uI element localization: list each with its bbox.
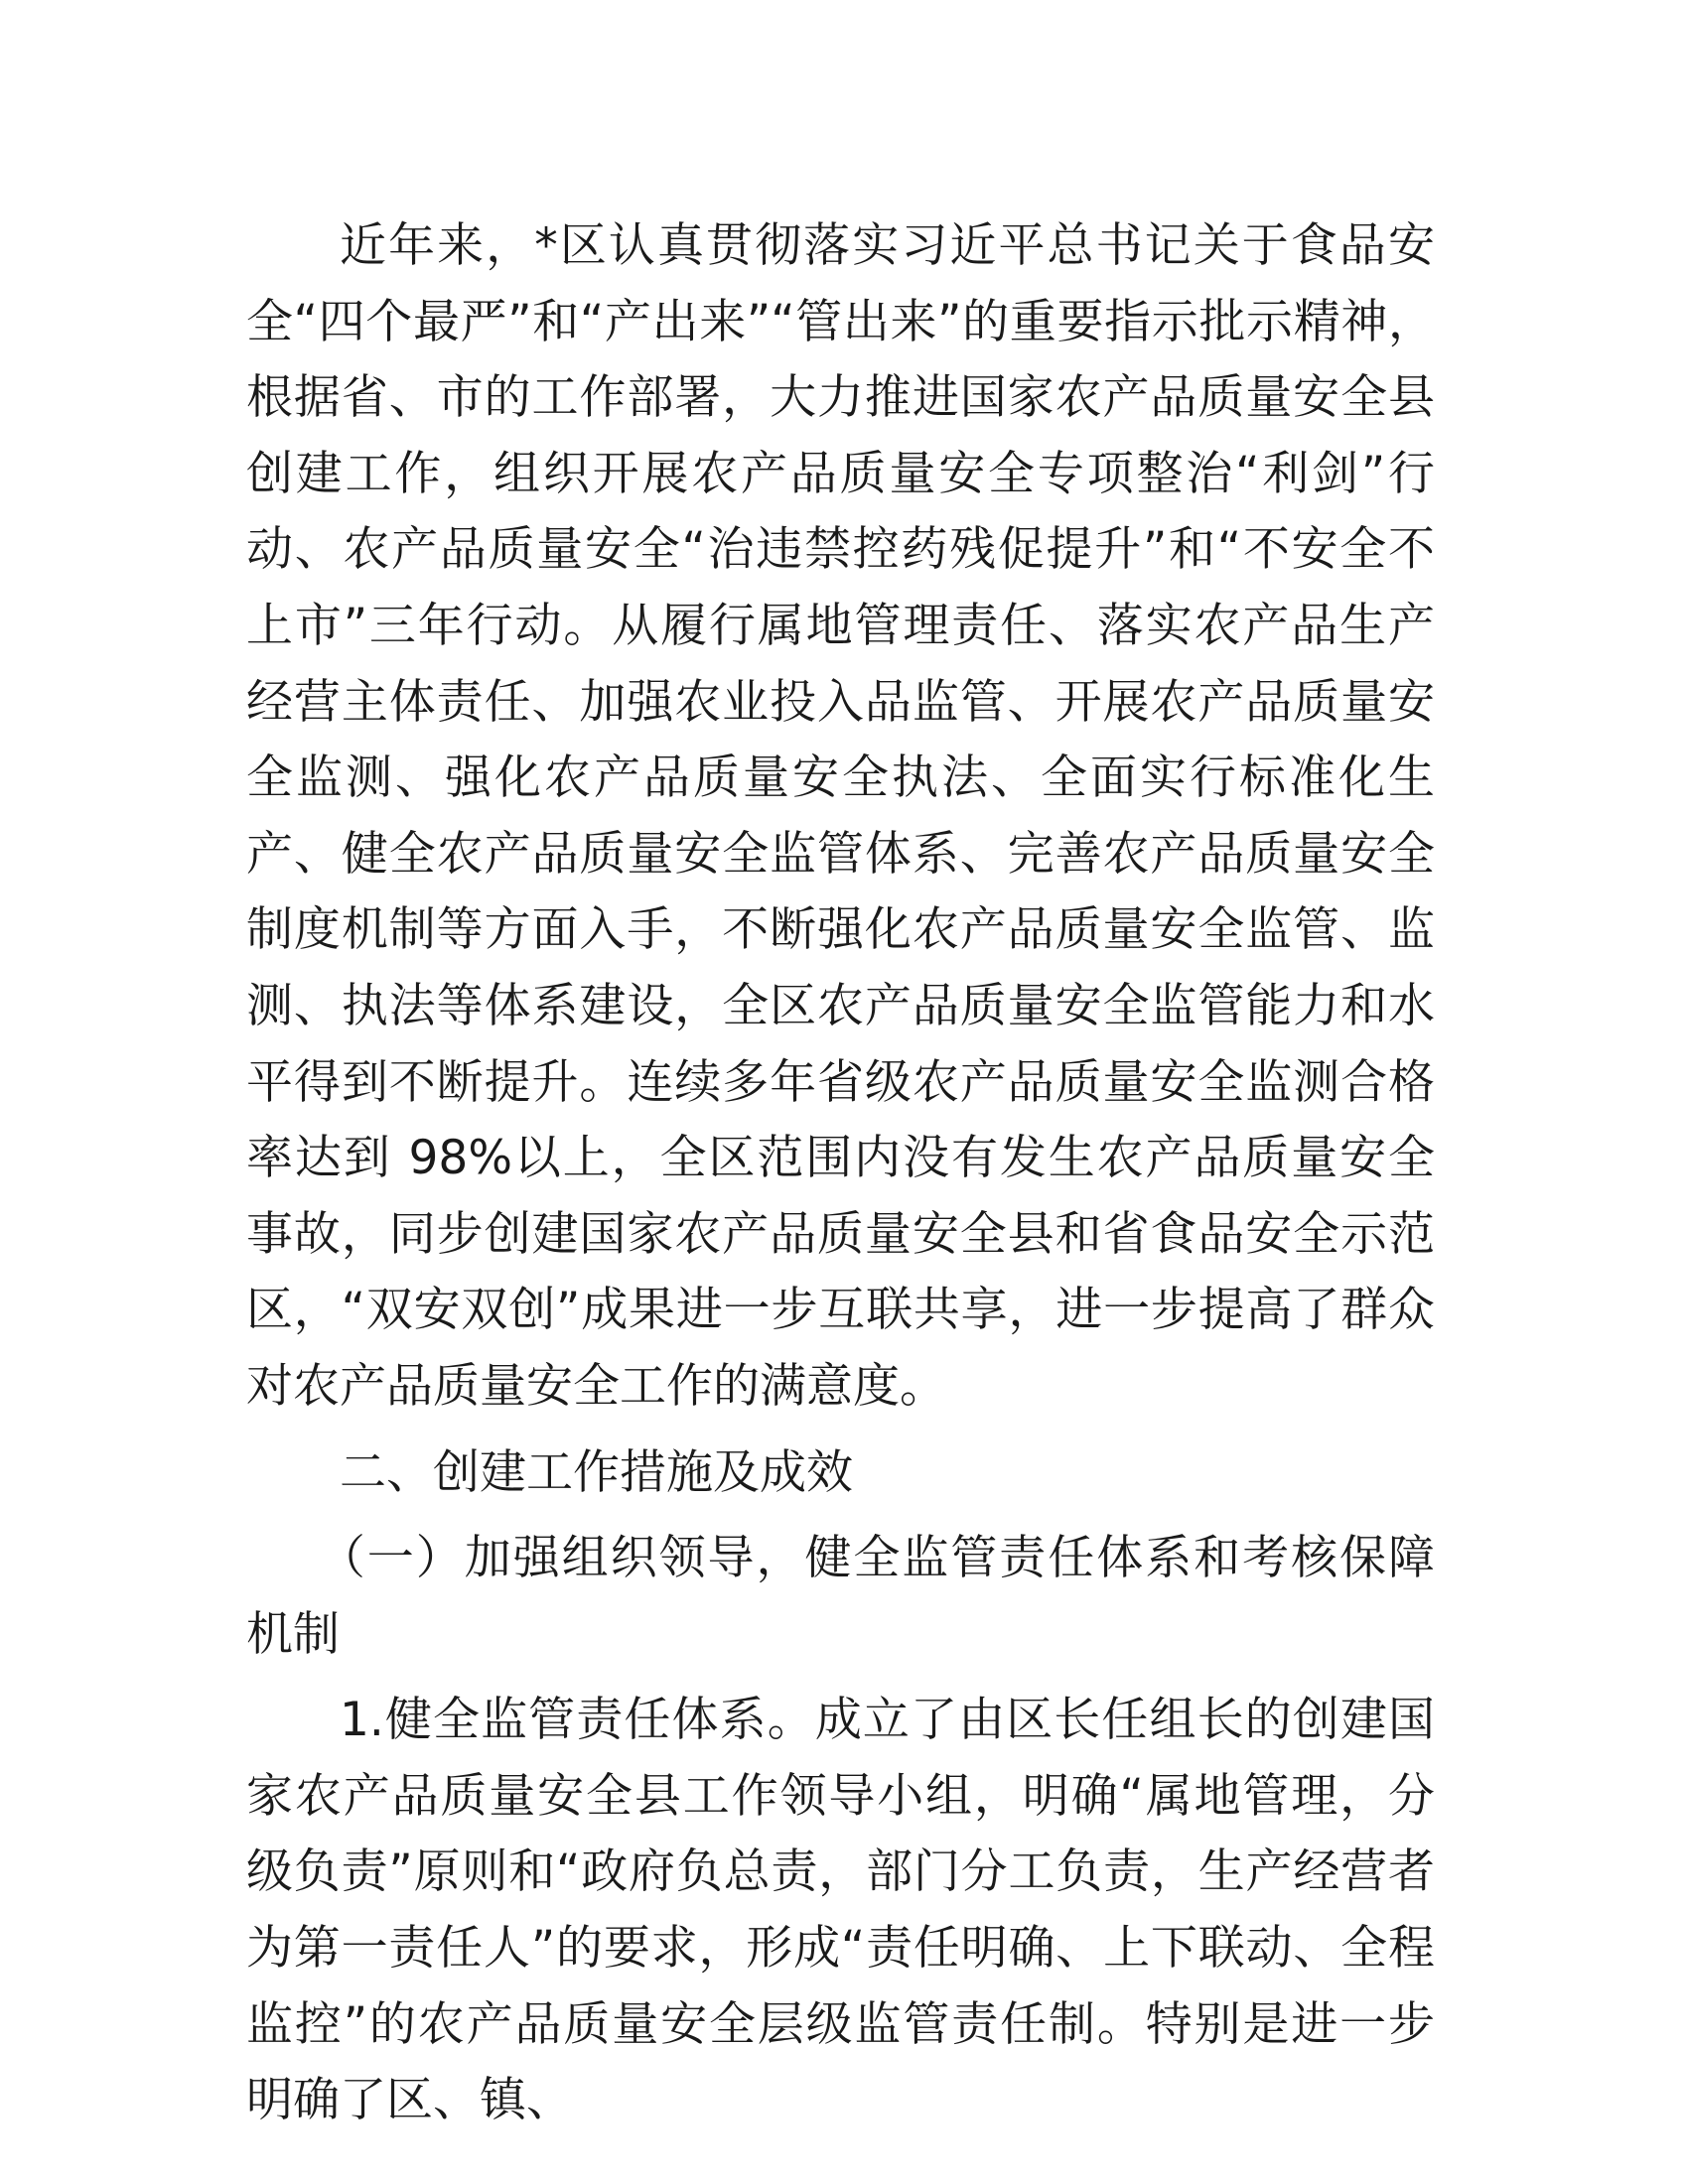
subsection-heading: （一）加强组织领导，健全监管责任体系和考核保障机制	[246, 1531, 1435, 1662]
intro-paragraph: 近年来，*区认真贯彻落实习近平总书记关于食品安全“四个最严”和“产出来”“管出来”的重要指示批示精神，根据省、市的工作部署，大力推进国家农产品质量安全县创建工作，组织开展农产品质量安全专项整治“利剑”行动、农产品质量安全“治违禁控药残促提升”和“不安全不上市”三年行动。从履行属地管理责任、落实农产品生产经营主体责任、加强农业投入品监管、开展农产品质量安全监测、强化农产品质量安全执法、全面实行标准化生产、健全农产品质量安全监管体系、完善农产品质量安全制度机制等方面入手，不断强化农产品质量安全监管、监测、执法等体系建设，全区农产品质量安全监管能力和水平得到不断提升。连续多年省级农产品质量安全监测合格率达到 98%以上，全区范围内没有发生农产品质量安全事故，同步创建国家农产品质量安全县和省食品安全示范区，“双安双创”成果进一步互联共享，进一步提高了群众对农产品质量安全工作的满意度。	[246, 218, 1435, 1414]
item-paragraph: 1.健全监管责任体系。成立了由区长任组长的创建国家农产品质量安全县工作领导小组，明确“属地管理，分级负责”原则和“政府负总责，部门分工负责，生产经营者为第一责任人”的要求，形成“责任明确、上下联动、全程监控”的农产品质量安全层级监管责任制。特别是进一步明确了区、镇、	[246, 1693, 1435, 2128]
document-body	[246, 208, 1435, 2139]
section-heading: 二、创建工作措施及成效	[340, 1444, 853, 1500]
